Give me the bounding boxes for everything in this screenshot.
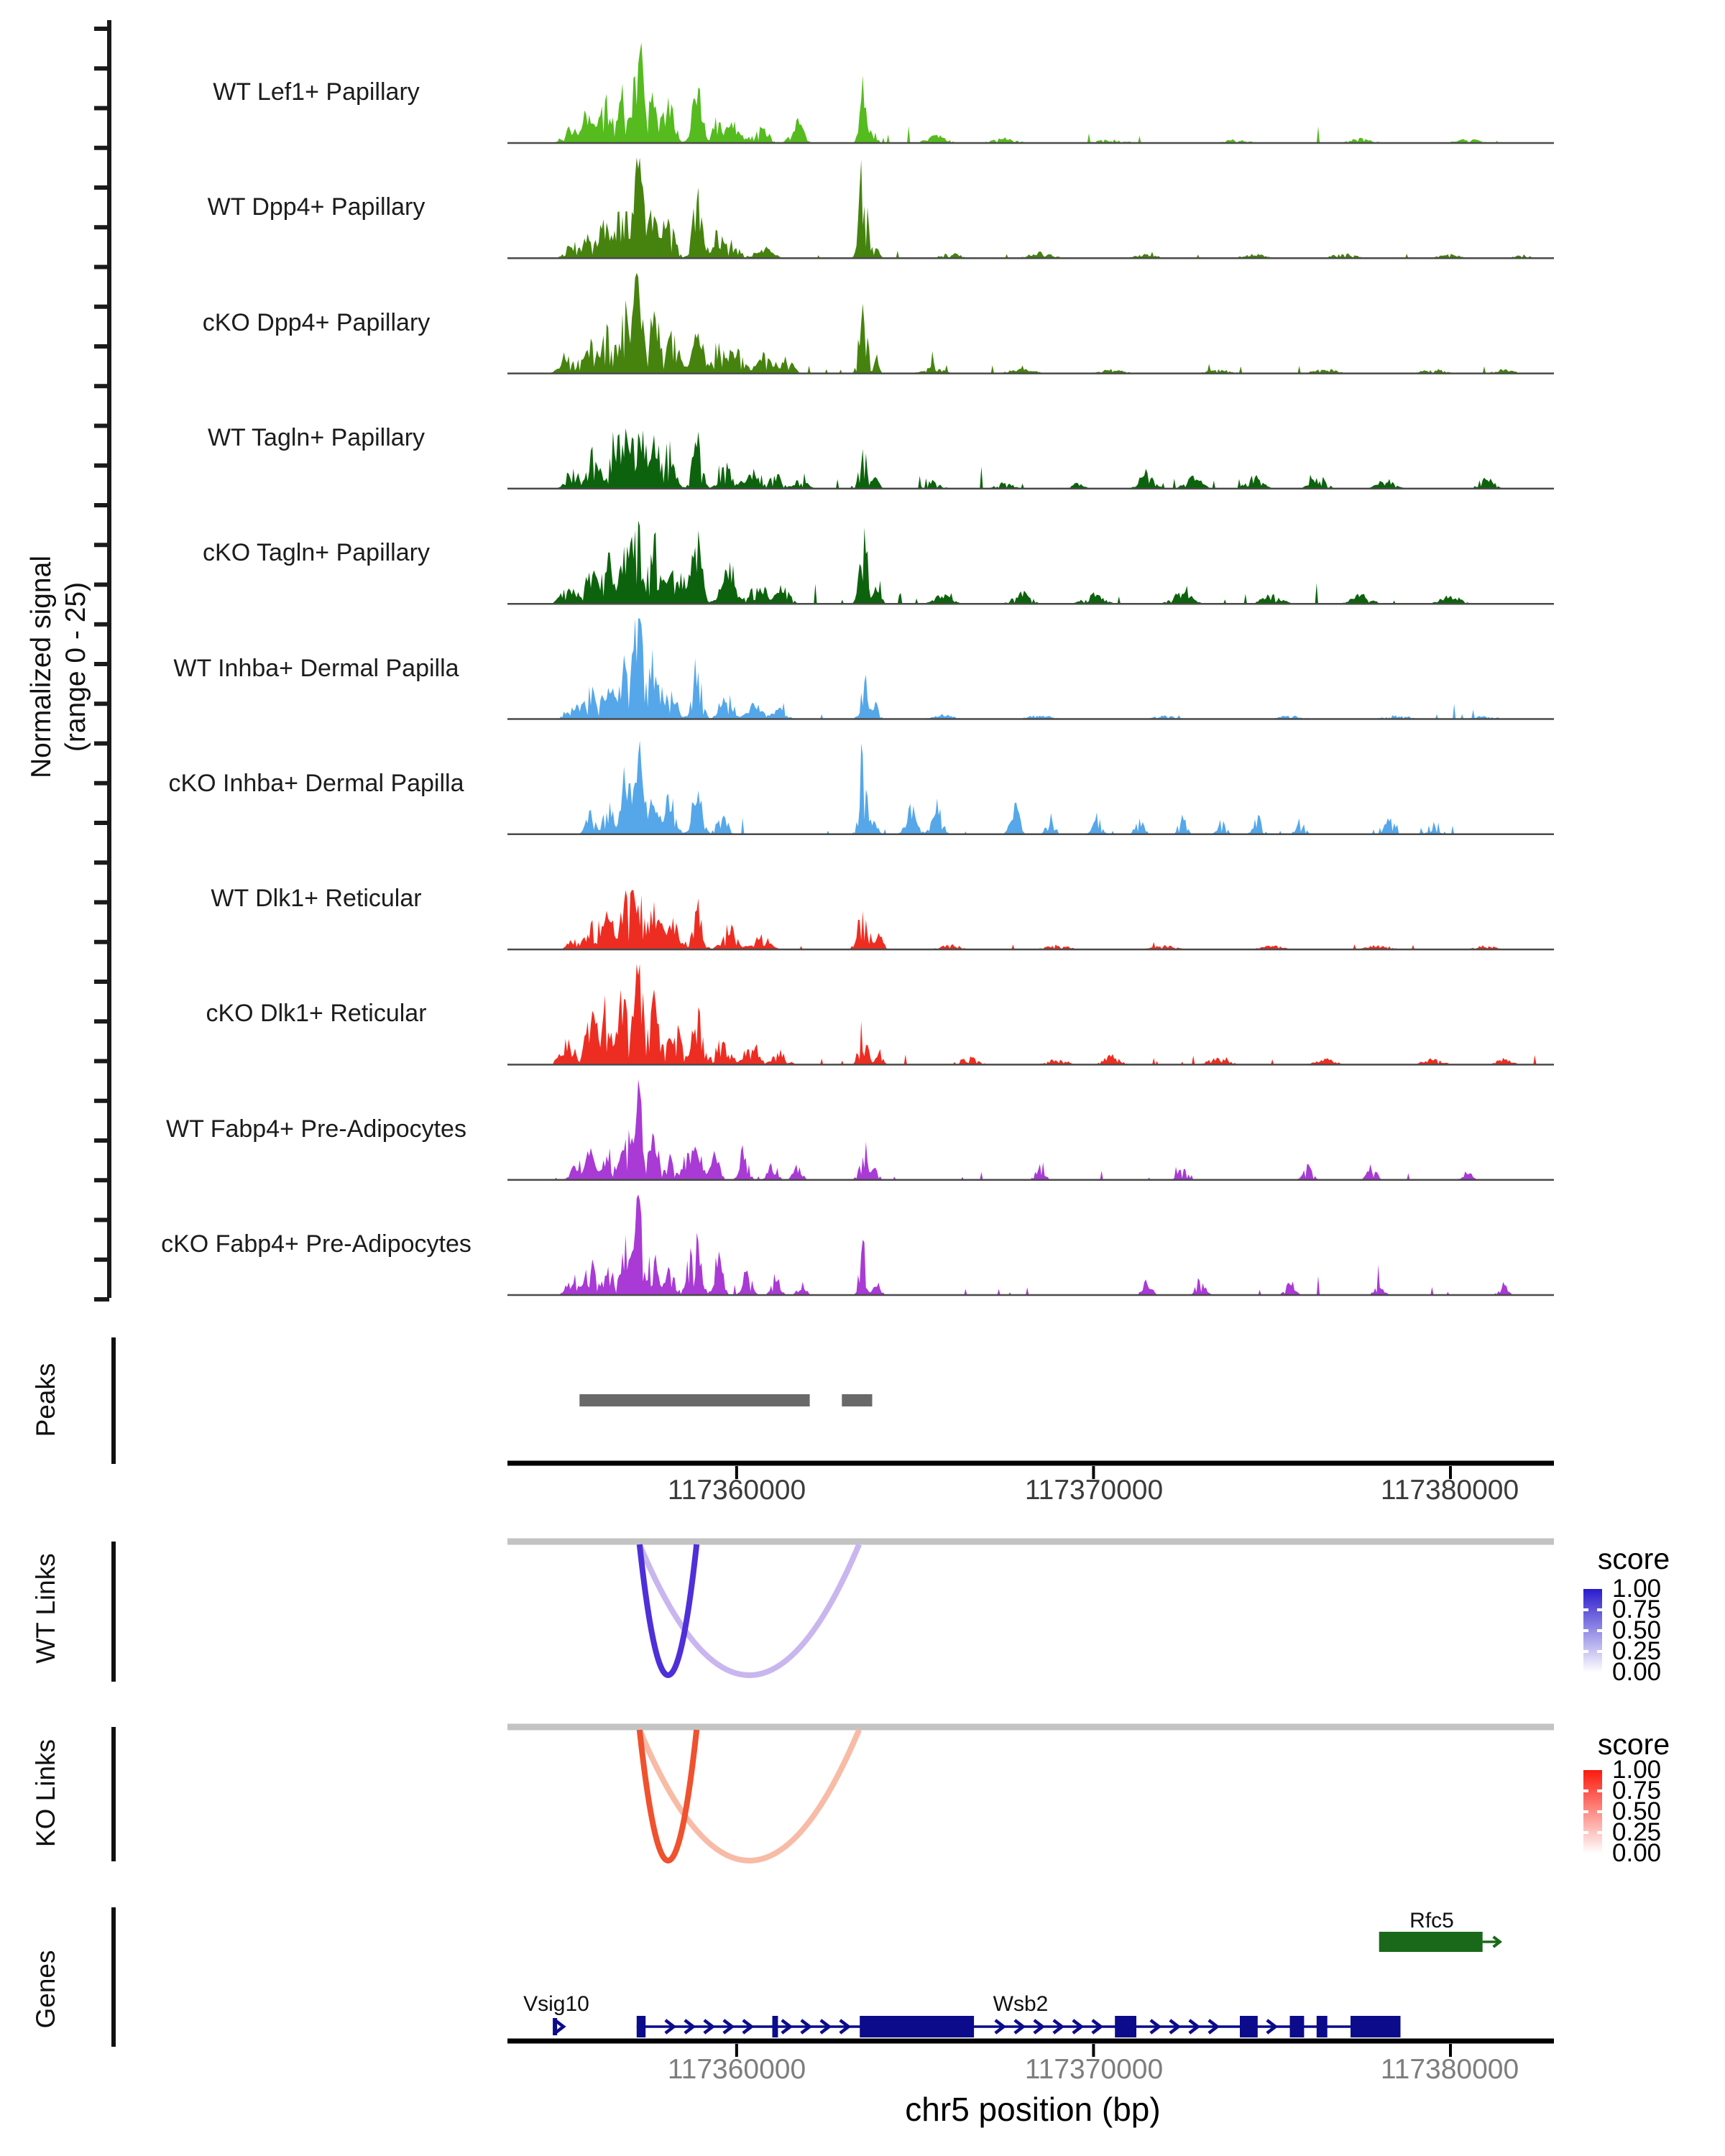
section-label-genes: Genes — [31, 1950, 60, 2029]
y-axis-label-line1: Normalized signal — [26, 556, 57, 778]
track-label-wt-tagln: WT Tagln+ Papillary — [207, 424, 426, 451]
wt-legend-label-025: 0.25 — [1612, 1637, 1662, 1665]
peaks-axis-tick-117370000: 117370000 — [1024, 1475, 1164, 1506]
section-label-wt-links: WT Links — [31, 1553, 60, 1664]
wt-legend-label-100: 1.00 — [1612, 1575, 1662, 1603]
track-label-cko-fabp4: cKO Fabp4+ Pre-Adipocytes — [161, 1230, 472, 1258]
track-label-wt-inhba: WT Inhba+ Dermal Papilla — [173, 655, 459, 682]
ko-legend-label-050: 0.50 — [1612, 1797, 1662, 1825]
section-label-ko-links: KO Links — [31, 1738, 60, 1848]
genome-axis-tick-117370000: 117370000 — [1024, 2054, 1164, 2085]
track-label-cko-dlk1: cKO Dlk1+ Reticular — [206, 1000, 427, 1027]
track-label-wt-lef1: WT Lef1+ Papillary — [213, 78, 420, 106]
ko-legend-label-000: 0.00 — [1612, 1839, 1662, 1867]
ko-legend-label-075: 0.75 — [1612, 1777, 1662, 1805]
track-label-cko-inhba: cKO Inhba+ Dermal Papilla — [168, 770, 464, 797]
gene-label-vsig10: Vsig10 — [523, 1992, 589, 2016]
peaks-axis-tick-117360000: 117360000 — [667, 1475, 806, 1506]
y-axis-label-line2: (range 0 - 25) — [60, 581, 91, 752]
wt-legend-label-075: 0.75 — [1612, 1595, 1662, 1623]
gene-label-rfc5: Rfc5 — [1409, 1909, 1454, 1932]
genome-axis-tick-117360000: 117360000 — [667, 2054, 806, 2085]
genome-axis-tick-117380000: 117380000 — [1380, 2054, 1519, 2085]
ko-links-legend-title: score — [1597, 1728, 1670, 1761]
ko-legend-label-100: 1.00 — [1612, 1756, 1662, 1784]
track-label-wt-fabp4: WT Fabp4+ Pre-Adipocytes — [166, 1115, 466, 1143]
track-label-cko-tagln: cKO Tagln+ Papillary — [203, 539, 430, 566]
ko-legend-label-025: 0.25 — [1612, 1818, 1662, 1846]
track-label-wt-dlk1: WT Dlk1+ Reticular — [211, 885, 422, 912]
wt-legend-label-050: 0.50 — [1612, 1616, 1662, 1644]
gene-label-wsb2: Wsb2 — [993, 1992, 1049, 2016]
track-label-cko-dpp4: cKO Dpp4+ Papillary — [202, 309, 431, 336]
peaks-axis-tick-117380000: 117380000 — [1380, 1475, 1519, 1506]
wt-links-legend-title: score — [1597, 1542, 1670, 1575]
x-axis-title: chr5 position (bp) — [905, 2091, 1161, 2128]
wt-legend-label-000: 0.00 — [1612, 1658, 1662, 1686]
track-label-wt-dpp4: WT Dpp4+ Papillary — [207, 193, 426, 221]
section-label-peaks: Peaks — [31, 1363, 60, 1437]
